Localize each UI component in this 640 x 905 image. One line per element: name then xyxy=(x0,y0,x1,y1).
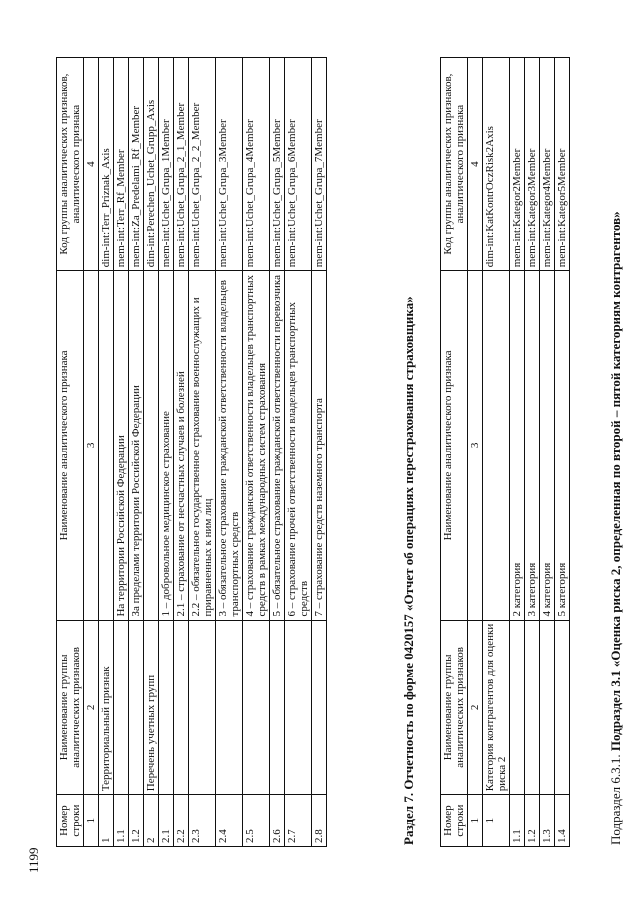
header-code: Код группы аналитических признаков, аналитического признака xyxy=(441,58,468,271)
table-row xyxy=(159,58,174,847)
row-group: Перечень учетных групп xyxy=(144,620,159,795)
row-number: 2 xyxy=(144,795,159,847)
table-row xyxy=(270,58,285,847)
header-feature-name: Наименование аналитического признака xyxy=(441,271,468,620)
row-group xyxy=(540,620,555,795)
row-number: 1 xyxy=(99,795,114,847)
header-code: Код группы аналитических признаков, аналитического признака xyxy=(57,58,84,271)
row-code: dim-int:Perechen_Uchet_Grupp_Axis xyxy=(144,58,159,271)
row-code: mem-int:Kategor3Member xyxy=(525,58,540,271)
row-name: 5 категория xyxy=(555,271,570,620)
row-group xyxy=(510,620,525,795)
page-number: 1199 xyxy=(26,847,41,873)
row-name: 1 – добровольное медицинское страхование xyxy=(159,271,174,620)
table-row xyxy=(114,58,129,847)
row-number: 2.8 xyxy=(312,795,327,847)
row-code: mem-int:Uchet_Grupa_2_1_Member xyxy=(174,58,189,271)
row-group xyxy=(114,620,129,795)
table-row xyxy=(483,58,510,847)
header-feature-name: Наименование аналитического признака xyxy=(57,271,84,620)
table-row xyxy=(540,58,555,847)
table-row xyxy=(144,58,159,847)
header-col-number: 3 xyxy=(468,271,483,620)
header-col-number: 4 xyxy=(468,58,483,271)
header-row-number: Номер строки xyxy=(441,795,468,847)
header-group-name: Наименование группы аналитических признаков xyxy=(441,620,468,795)
row-group xyxy=(525,620,540,795)
table-row xyxy=(510,58,525,847)
row-name xyxy=(483,271,510,620)
row-code: mem-int:Uchet_Grupa_4Member xyxy=(243,58,270,271)
row-number: 1.2 xyxy=(525,795,540,847)
row-name: 2.2 – обязательное государственное страхование военнослужащих и приравненных к ним лиц xyxy=(189,271,216,620)
row-code: mem-int:Uchet_Grupa_1Member xyxy=(159,58,174,271)
row-number: 2.5 xyxy=(243,795,270,847)
row-name: 6 – страхование прочей ответственности владельцев транспортных средств xyxy=(285,271,312,620)
row-number: 1.1 xyxy=(510,795,525,847)
row-code: dim-int:Terr_Priznak_Axis xyxy=(99,58,114,271)
table-row xyxy=(312,58,327,847)
table-reinsurance-0420157 xyxy=(56,57,327,847)
row-name: 7 – страхование средств наземного транспорта xyxy=(312,271,327,620)
row-number: 2.6 xyxy=(270,795,285,847)
header-group-name: Наименование группы аналитических признаков xyxy=(57,620,84,795)
row-group: Категория контрагентов для оценки риска 2 xyxy=(483,620,510,795)
table-row xyxy=(555,58,570,847)
row-group xyxy=(312,620,327,795)
row-name: 3 категория xyxy=(525,271,540,620)
row-group xyxy=(285,620,312,795)
table-row xyxy=(189,58,216,847)
row-code: mem-int:Uchet_Grupa_2_2_Member xyxy=(189,58,216,271)
table-row xyxy=(243,58,270,847)
row-group xyxy=(243,620,270,795)
row-number: 1 xyxy=(483,795,510,847)
row-code: mem-int:Terr_Rf_Member xyxy=(114,58,129,271)
table-row xyxy=(216,58,243,847)
section1-prefix: Подраздел 6.3.1. xyxy=(608,754,623,845)
section1-title: Подраздел 3.1 «Оценка риска 2, определенная по второй – пятой категориям контрагентов» xyxy=(608,211,623,752)
header-row-number: Номер строки xyxy=(57,795,84,847)
row-number: 1.2 xyxy=(129,795,144,847)
row-name xyxy=(99,271,114,620)
header-col-number: 1 xyxy=(84,795,99,847)
table-row xyxy=(285,58,312,847)
row-name: На территории Российской Федерации xyxy=(114,271,129,620)
row-number: 1.1 xyxy=(114,795,129,847)
header-col-number: 1 xyxy=(468,795,483,847)
row-number: 2.2 xyxy=(174,795,189,847)
row-name: 5 – обязательное страхование гражданской ответственности перевозчика xyxy=(270,271,285,620)
row-group xyxy=(555,620,570,795)
row-name: 3 – обязательное страхование гражданской ответственности владельцев транспортных средств xyxy=(216,271,243,620)
row-name: 4 – страхование гражданской ответственности владельцев транспортных средств в рамках международных систем страхования xyxy=(243,271,270,620)
row-group: Территориальный признак xyxy=(99,620,114,795)
row-group xyxy=(189,620,216,795)
header-col-number: 2 xyxy=(468,620,483,795)
table-row xyxy=(174,58,189,847)
row-number: 2.4 xyxy=(216,795,243,847)
row-name: 2 категория xyxy=(510,271,525,620)
row-group xyxy=(270,620,285,795)
table-row xyxy=(129,58,144,847)
table-rating-risk2 xyxy=(440,57,570,847)
row-code: mem-int:Kategor2Member xyxy=(510,58,525,271)
row-code: mem-int:Kategor5Member xyxy=(555,58,570,271)
row-code: mem-int:Za_Predelami_Rf_Member xyxy=(129,58,144,271)
header-col-number: 3 xyxy=(84,271,99,620)
row-code: mem-int:Uchet_Grupa_3Member xyxy=(216,58,243,271)
section2-heading: Раздел 7. Отчетность по форме 0420157 «Отчет об операциях перестрахования страховщика» xyxy=(401,296,416,845)
row-number: 2.3 xyxy=(189,795,216,847)
table-row xyxy=(99,58,114,847)
row-number: 1.3 xyxy=(540,795,555,847)
row-code: mem-int:Uchet_Grupa_7Member xyxy=(312,58,327,271)
row-code: mem-int:Uchet_Grupa_5Member xyxy=(270,58,285,271)
row-group xyxy=(129,620,144,795)
row-code: mem-int:Uchet_Grupa_6Member xyxy=(285,58,312,271)
row-code: dim-int:KatKontrOczRisk2Axis xyxy=(483,58,510,271)
row-group xyxy=(159,620,174,795)
row-name: 4 категория xyxy=(540,271,555,620)
header-col-number: 4 xyxy=(84,58,99,271)
row-name: За пределами территории Российской Федерации xyxy=(129,271,144,620)
row-number: 2.7 xyxy=(285,795,312,847)
row-code: mem-int:Kategor4Member xyxy=(540,58,555,271)
row-group xyxy=(216,620,243,795)
table-row xyxy=(525,58,540,847)
row-name xyxy=(144,271,159,620)
row-group xyxy=(174,620,189,795)
row-number: 2.1 xyxy=(159,795,174,847)
row-name: 2.1 – страхование от несчастных случаев и болезней xyxy=(174,271,189,620)
section1-heading xyxy=(608,211,624,845)
header-col-number: 2 xyxy=(84,620,99,795)
row-number: 1.4 xyxy=(555,795,570,847)
